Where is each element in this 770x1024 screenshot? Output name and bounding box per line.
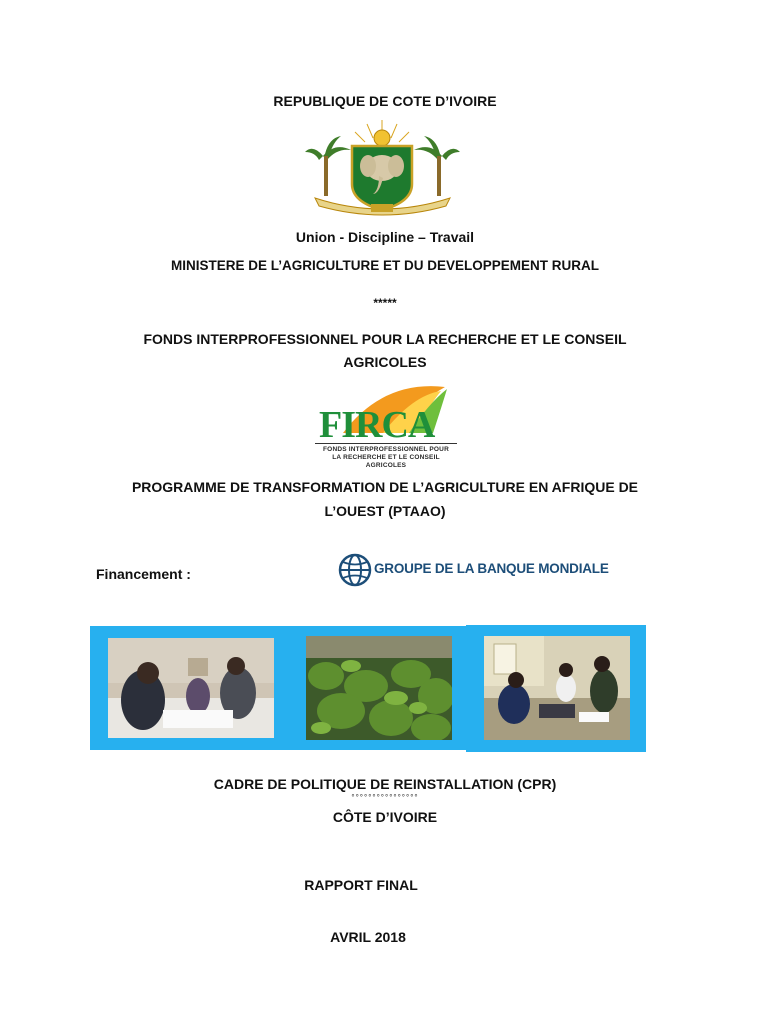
firca-sub-line1: FONDS INTERPROFESSIONNEL POUR	[323, 446, 449, 453]
coat-of-arms-emblem	[305, 118, 460, 218]
firca-logo	[313, 385, 459, 469]
workshop-photo	[484, 636, 630, 740]
report-type: RAPPORT FINAL	[304, 877, 418, 893]
globe-icon	[338, 552, 372, 588]
firca-sub-line2: LA RECHERCHE ET LE CONSEIL AGRICOLES	[332, 454, 440, 469]
financing-label: Financement :	[96, 566, 191, 582]
program-line2: L’OUEST (PTAAO)	[324, 503, 446, 519]
firca-logo-subtitle	[315, 443, 457, 470]
ministry-name: MINISTERE DE L’AGRICULTURE ET DU DEVELOPPEMENT RURAL	[170, 258, 600, 273]
firca-logo-word: FIRCA	[319, 404, 435, 446]
national-motto: Union - Discipline – Travail	[295, 229, 475, 245]
document-title: CADRE DE POLITIQUE DE REINSTALLATION (CPR)	[213, 776, 557, 792]
report-date: AVRIL 2018	[330, 929, 406, 945]
program-line1: PROGRAMME DE TRANSFORMATION DE L’AGRICULTURE EN AFRIQUE DE	[131, 479, 639, 495]
document-country: CÔTE D’IVOIRE	[332, 809, 438, 825]
separator-stars: *****	[373, 296, 397, 310]
nursery-photo	[306, 636, 452, 740]
world-bank-logo	[338, 550, 609, 590]
funder-name: GROUPE DE LA BANQUE MONDIALE	[374, 561, 609, 576]
agency-name-line2: AGRICOLES	[343, 354, 427, 370]
country-heading: REPUBLIQUE DE COTE D’IVOIRE	[273, 93, 497, 109]
agency-name-line1: FONDS INTERPROFESSIONNEL POUR LA RECHERCHE ET LE CONSEIL	[143, 331, 627, 347]
meeting-photo	[108, 638, 274, 738]
title-dots-divider: °°°°°°°°°°°°°°°°	[351, 793, 419, 802]
